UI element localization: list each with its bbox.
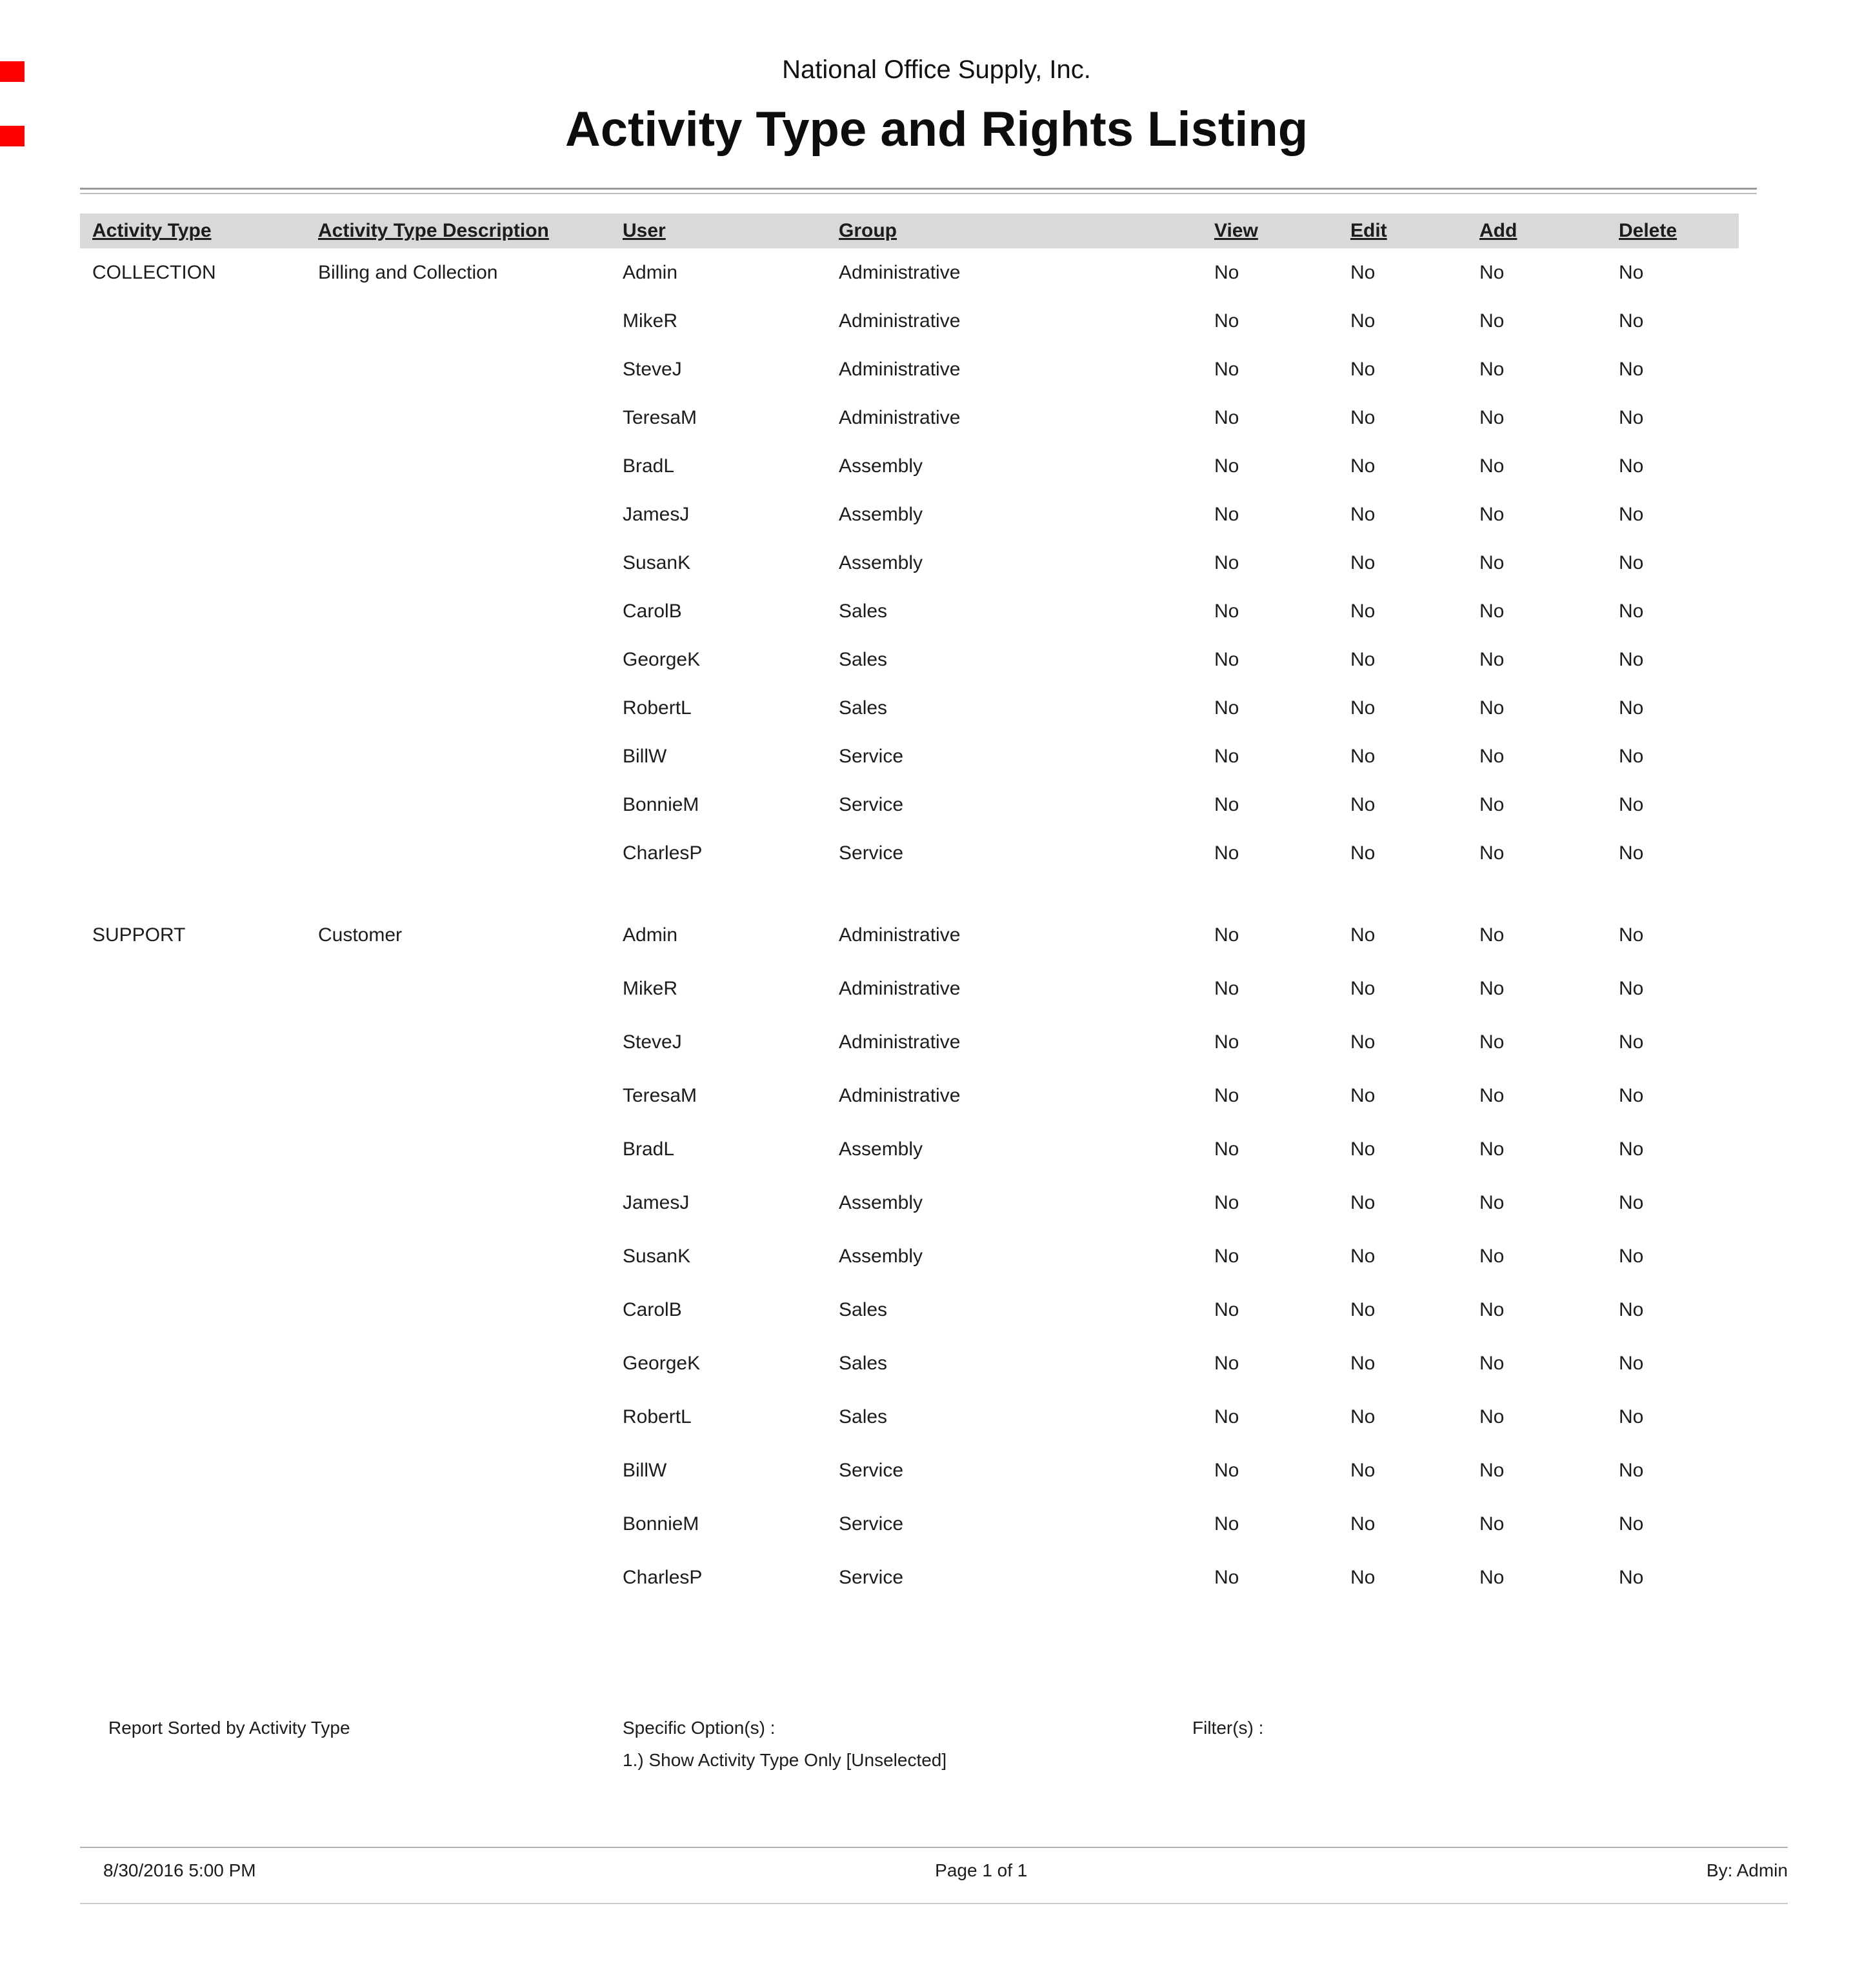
cell-delete: No — [1619, 842, 1644, 864]
cell-delete: No — [1619, 1513, 1644, 1535]
cell-view: No — [1214, 310, 1239, 332]
cell-delete: No — [1619, 358, 1644, 380]
table-row — [80, 1122, 1739, 1176]
cell-user: CharlesP — [623, 1566, 703, 1588]
table-header-row — [80, 214, 1739, 248]
cell-delete: No — [1619, 1298, 1644, 1320]
table-row — [80, 780, 1739, 829]
cell-group: Sales — [839, 1298, 888, 1320]
table-row — [80, 539, 1739, 587]
column-header-add: Add — [1479, 220, 1517, 241]
table-row — [80, 345, 1739, 393]
cell-group: Administrative — [839, 924, 961, 946]
cell-user: SteveJ — [623, 358, 682, 380]
page-title: Activity Type and Rights Listing — [565, 102, 1308, 157]
cell-add: No — [1479, 745, 1505, 767]
cell-edit: No — [1350, 1191, 1376, 1213]
cell-delete: No — [1619, 648, 1644, 670]
table-row — [80, 1015, 1739, 1069]
cell-user: CarolB — [623, 1298, 682, 1320]
cell-add: No — [1479, 648, 1505, 670]
cell-add: No — [1479, 1459, 1505, 1481]
column-header-group: Group — [839, 220, 897, 241]
footer-page-number: Page 1 of 1 — [935, 1860, 1028, 1880]
table-row — [80, 732, 1739, 780]
cell-add: No — [1479, 697, 1505, 719]
footer-author: By: Admin — [1706, 1860, 1788, 1880]
table-row — [80, 587, 1739, 635]
cell-edit: No — [1350, 503, 1376, 525]
cell-user: BradL — [623, 455, 675, 477]
cell-add: No — [1479, 310, 1505, 332]
cell-edit: No — [1350, 1513, 1376, 1535]
page-footer — [80, 1848, 1788, 1893]
cell-user: BonnieM — [623, 1513, 699, 1535]
cell-group: Sales — [839, 1352, 888, 1374]
cell-add: No — [1479, 924, 1505, 946]
cell-delete: No — [1619, 1084, 1644, 1106]
cell-edit: No — [1350, 977, 1376, 999]
cell-view: No — [1214, 793, 1239, 815]
cell-user: RobertL — [623, 697, 692, 719]
cell-edit: No — [1350, 1138, 1376, 1160]
table-row — [80, 829, 1739, 877]
table-row — [80, 248, 1739, 297]
cell-view: No — [1214, 1513, 1239, 1535]
specific-option-item: 1.) Show Activity Type Only [Unselected] — [623, 1750, 947, 1770]
red-marker — [0, 61, 25, 82]
cell-user: JamesJ — [623, 1191, 690, 1213]
column-header-activity-type: Activity Type — [92, 220, 212, 241]
cell-group: Administrative — [839, 406, 961, 428]
cell-delete: No — [1619, 977, 1644, 999]
cell-group: Assembly — [839, 503, 923, 525]
cell-user: RobertL — [623, 1406, 692, 1427]
cell-delete: No — [1619, 406, 1644, 428]
cell-view: No — [1214, 455, 1239, 477]
cell-user: BillW — [623, 1459, 667, 1481]
cell-view: No — [1214, 697, 1239, 719]
cell-user: SteveJ — [623, 1031, 682, 1053]
cell-delete: No — [1619, 1459, 1644, 1481]
cell-description: Customer — [318, 924, 403, 946]
cell-group: Administrative — [839, 1031, 961, 1053]
footer-datetime: 8/30/2016 5:00 PM — [103, 1860, 256, 1880]
table-row — [80, 1551, 1739, 1604]
table-row — [80, 1069, 1739, 1122]
cell-user: TeresaM — [623, 1084, 697, 1106]
cell-add: No — [1479, 406, 1505, 428]
cell-edit: No — [1350, 1352, 1376, 1374]
cell-edit: No — [1350, 406, 1376, 428]
table-row — [80, 1337, 1739, 1390]
cell-view: No — [1214, 977, 1239, 999]
table-row — [80, 1283, 1739, 1337]
bottom-divider — [80, 1903, 1788, 1904]
cell-group: Administrative — [839, 261, 961, 283]
cell-edit: No — [1350, 1566, 1376, 1588]
specific-options-label: Specific Option(s) : — [623, 1718, 776, 1738]
cell-user: TeresaM — [623, 406, 697, 428]
cell-view: No — [1214, 1459, 1239, 1481]
cell-view: No — [1214, 600, 1239, 622]
cell-edit: No — [1350, 697, 1376, 719]
cell-edit: No — [1350, 1245, 1376, 1267]
cell-user: CarolB — [623, 600, 682, 622]
cell-delete: No — [1619, 1566, 1644, 1588]
cell-view: No — [1214, 924, 1239, 946]
cell-delete: No — [1619, 793, 1644, 815]
table-row — [80, 1390, 1739, 1444]
report-table-body — [80, 248, 1739, 1604]
cell-group: Administrative — [839, 977, 961, 999]
cell-edit: No — [1350, 1084, 1376, 1106]
cell-view: No — [1214, 1138, 1239, 1160]
cell-group: Assembly — [839, 455, 923, 477]
cell-view: No — [1214, 261, 1239, 283]
cell-group: Administrative — [839, 1084, 961, 1106]
cell-view: No — [1214, 552, 1239, 573]
cell-edit: No — [1350, 1298, 1376, 1320]
cell-add: No — [1479, 1298, 1505, 1320]
table-row — [80, 684, 1739, 732]
cell-delete: No — [1619, 600, 1644, 622]
cell-add: No — [1479, 1406, 1505, 1427]
table-row — [80, 393, 1739, 442]
cell-delete: No — [1619, 924, 1644, 946]
cell-user: BonnieM — [623, 793, 699, 815]
cell-view: No — [1214, 842, 1239, 864]
column-header-view: View — [1214, 220, 1258, 241]
table-row — [80, 297, 1739, 345]
cell-delete: No — [1619, 1406, 1644, 1427]
cell-edit: No — [1350, 842, 1376, 864]
cell-group: Sales — [839, 697, 888, 719]
cell-group: Service — [839, 1513, 904, 1535]
sorted-by-note: Report Sorted by Activity Type — [108, 1718, 350, 1738]
cell-add: No — [1479, 358, 1505, 380]
cell-add: No — [1479, 793, 1505, 815]
red-marker — [0, 126, 25, 146]
cell-view: No — [1214, 648, 1239, 670]
cell-delete: No — [1619, 1138, 1644, 1160]
cell-add: No — [1479, 1566, 1505, 1588]
cell-add: No — [1479, 1084, 1505, 1106]
cell-view: No — [1214, 406, 1239, 428]
cell-add: No — [1479, 1352, 1505, 1374]
cell-delete: No — [1619, 503, 1644, 525]
cell-view: No — [1214, 1298, 1239, 1320]
cell-view: No — [1214, 503, 1239, 525]
cell-add: No — [1479, 1191, 1505, 1213]
cell-user: CharlesP — [623, 842, 703, 864]
cell-delete: No — [1619, 552, 1644, 573]
cell-user: SusanK — [623, 552, 691, 573]
cell-group: Assembly — [839, 552, 923, 573]
cell-edit: No — [1350, 358, 1376, 380]
table-row — [80, 442, 1739, 490]
cell-view: No — [1214, 1566, 1239, 1588]
cell-edit: No — [1350, 552, 1376, 573]
cell-group: Administrative — [839, 310, 961, 332]
cell-group: Service — [839, 745, 904, 767]
cell-user: BillW — [623, 745, 667, 767]
cell-delete: No — [1619, 261, 1644, 283]
cell-group: Assembly — [839, 1191, 923, 1213]
table-row — [80, 962, 1739, 1015]
cell-user: Admin — [623, 924, 678, 946]
cell-delete: No — [1619, 1031, 1644, 1053]
cell-user: MikeR — [623, 977, 678, 999]
table-row — [80, 1229, 1739, 1283]
cell-user: Admin — [623, 261, 678, 283]
cell-group: Administrative — [839, 358, 961, 380]
cell-add: No — [1479, 1245, 1505, 1267]
cell-view: No — [1214, 1191, 1239, 1213]
cell-view: No — [1214, 745, 1239, 767]
cell-group: Assembly — [839, 1245, 923, 1267]
cell-edit: No — [1350, 793, 1376, 815]
cell-description: Billing and Collection — [318, 261, 498, 283]
column-header-edit: Edit — [1350, 220, 1387, 241]
column-header-delete: Delete — [1619, 220, 1678, 241]
section-spacer — [80, 877, 1739, 908]
table-row — [80, 635, 1739, 684]
cell-view: No — [1214, 358, 1239, 380]
column-header-activity-type-description: Activity Type Description — [318, 220, 549, 241]
table-row — [80, 1497, 1739, 1551]
cell-add: No — [1479, 552, 1505, 573]
cell-edit: No — [1350, 455, 1376, 477]
report-table — [80, 214, 1739, 1604]
table-row — [80, 1444, 1739, 1497]
cell-edit: No — [1350, 261, 1376, 283]
cell-user: SusanK — [623, 1245, 691, 1267]
cell-add: No — [1479, 842, 1505, 864]
cell-edit: No — [1350, 924, 1376, 946]
cell-group: Sales — [839, 648, 888, 670]
filters-label: Filter(s) : — [1192, 1718, 1264, 1738]
cell-delete: No — [1619, 745, 1644, 767]
cell-edit: No — [1350, 310, 1376, 332]
cell-edit: No — [1350, 745, 1376, 767]
cell-user: GeorgeK — [623, 1352, 701, 1374]
cell-edit: No — [1350, 600, 1376, 622]
cell-add: No — [1479, 1138, 1505, 1160]
cell-add: No — [1479, 600, 1505, 622]
cell-add: No — [1479, 503, 1505, 525]
cell-delete: No — [1619, 1191, 1644, 1213]
company-name: National Office Supply, Inc. — [782, 55, 1091, 84]
cell-view: No — [1214, 1352, 1239, 1374]
cell-delete: No — [1619, 310, 1644, 332]
cell-group: Service — [839, 1566, 904, 1588]
column-header-user: User — [623, 220, 666, 241]
cell-group: Service — [839, 793, 904, 815]
cell-edit: No — [1350, 1406, 1376, 1427]
cell-edit: No — [1350, 648, 1376, 670]
cell-view: No — [1214, 1406, 1239, 1427]
cell-delete: No — [1619, 455, 1644, 477]
cell-user: JamesJ — [623, 503, 690, 525]
cell-user: MikeR — [623, 310, 678, 332]
cell-group: Assembly — [839, 1138, 923, 1160]
cell-group: Service — [839, 1459, 904, 1481]
cell-add: No — [1479, 1031, 1505, 1053]
cell-delete: No — [1619, 697, 1644, 719]
report-notes — [0, 1717, 1873, 1791]
cell-delete: No — [1619, 1245, 1644, 1267]
cell-view: No — [1214, 1031, 1239, 1053]
cell-add: No — [1479, 977, 1505, 999]
table-row — [80, 908, 1739, 962]
title-divider — [80, 188, 1757, 194]
cell-edit: No — [1350, 1031, 1376, 1053]
cell-group: Sales — [839, 600, 888, 622]
cell-group: Service — [839, 842, 904, 864]
cell-activity-type: COLLECTION — [92, 261, 216, 283]
cell-view: No — [1214, 1245, 1239, 1267]
cell-user: GeorgeK — [623, 648, 701, 670]
cell-view: No — [1214, 1084, 1239, 1106]
cell-activity-type: SUPPORT — [92, 924, 186, 946]
cell-add: No — [1479, 455, 1505, 477]
cell-group: Sales — [839, 1406, 888, 1427]
cell-add: No — [1479, 261, 1505, 283]
table-row — [80, 1176, 1739, 1229]
cell-user: BradL — [623, 1138, 675, 1160]
cell-delete: No — [1619, 1352, 1644, 1374]
table-row — [80, 490, 1739, 539]
cell-edit: No — [1350, 1459, 1376, 1481]
cell-add: No — [1479, 1513, 1505, 1535]
